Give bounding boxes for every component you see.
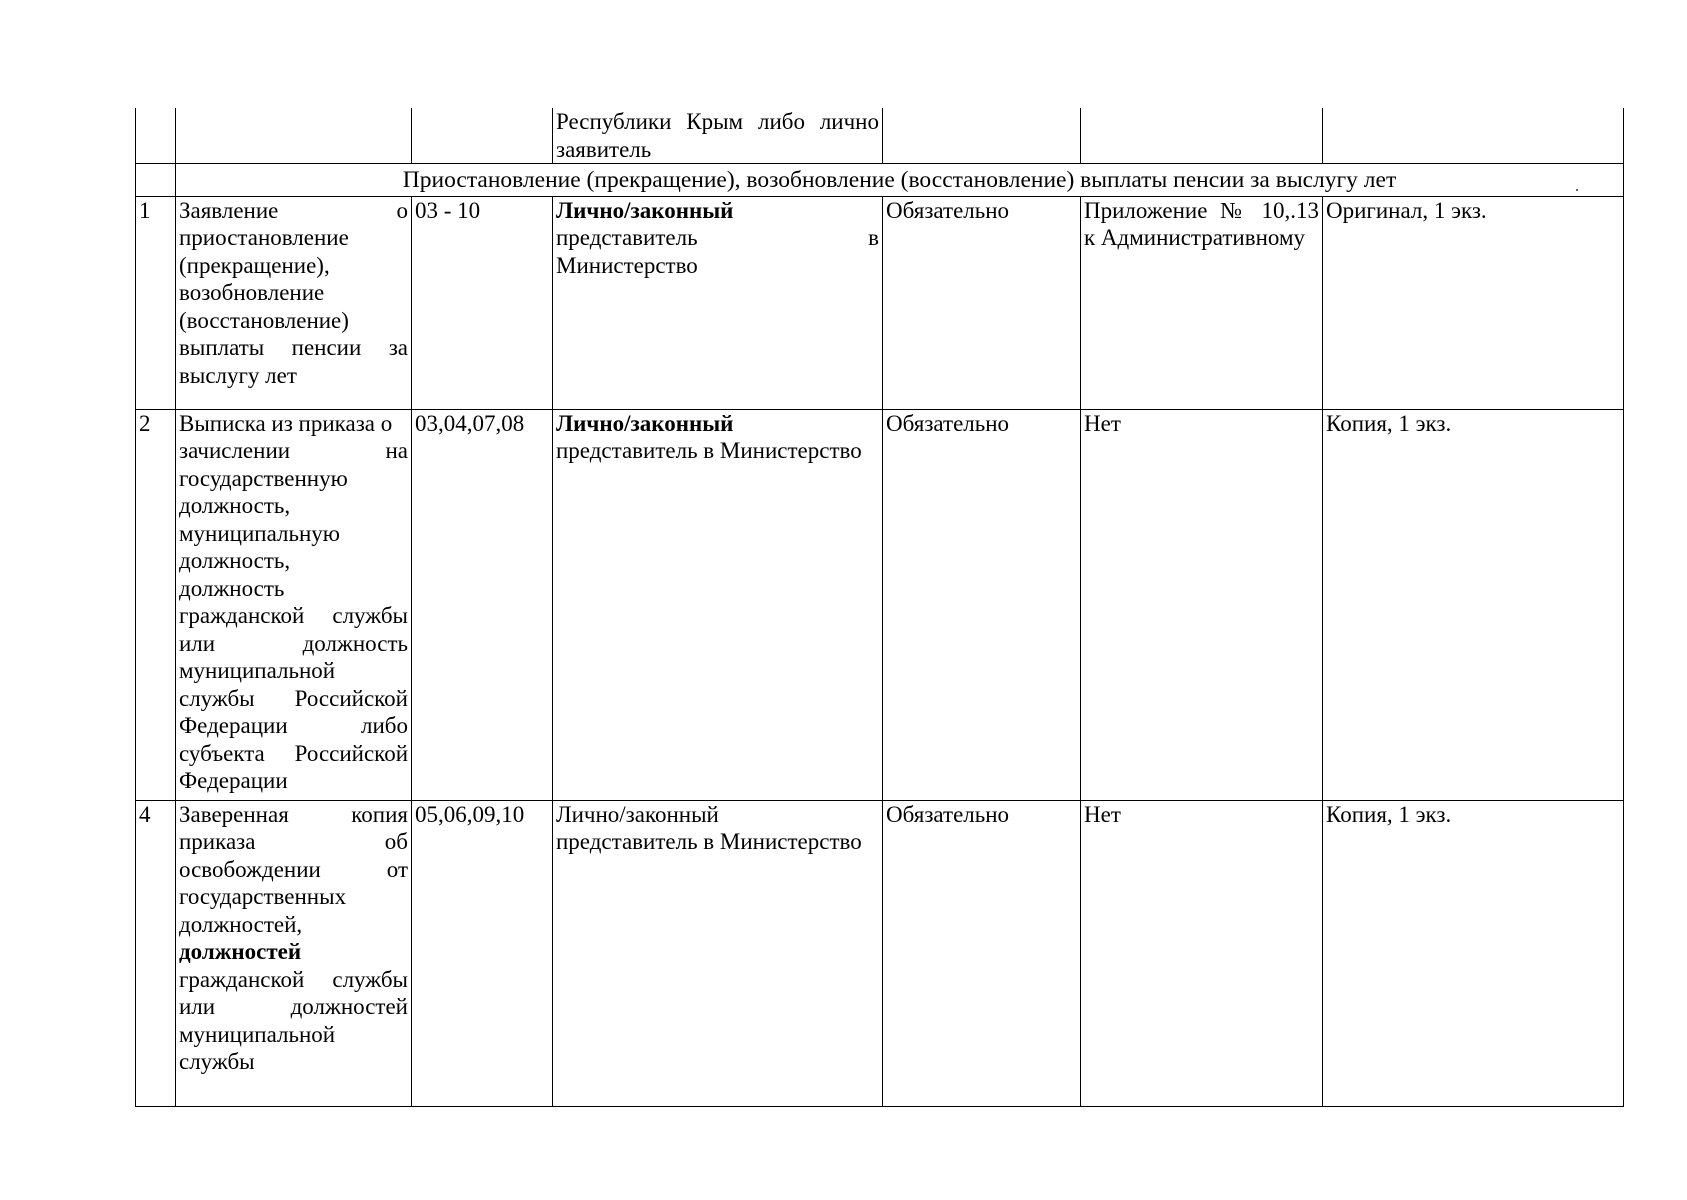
submission-method-line: Лично/законный: [556, 801, 719, 827]
submission-method-line: Лично/законный: [556, 197, 734, 223]
form-line: Приложение № 10,.13: [1084, 197, 1319, 223]
section-title: Приостановление (прекращение), возобновление (восстановление) выплаты пенсии за выслугу лет: [176, 164, 1624, 197]
document-name-line: государственную: [179, 465, 348, 491]
continuation-copies-cell: [1323, 108, 1624, 164]
required-cell: Обязательно: [883, 196, 1081, 409]
section-num-cell: [136, 164, 176, 197]
submission-method-line: представитель в: [556, 225, 879, 250]
submission-method-line: Лично/законный: [556, 410, 734, 436]
scan-speck: [1576, 189, 1578, 191]
document-name-line: должность,: [179, 493, 291, 518]
continuation-codes-cell: [412, 108, 553, 164]
document-name-line: выслугу лет: [179, 362, 297, 388]
document-name-line: Федерации: [179, 768, 288, 793]
document-name-line: Федерации либо: [179, 713, 408, 738]
continuation-row: [136, 108, 1624, 164]
document-name-line: должностей,: [179, 911, 303, 937]
document-name-line: муниципальную: [179, 520, 340, 546]
row-number: 4: [136, 800, 176, 1106]
continuation-method-cell: [553, 108, 883, 164]
document-name-line: или должностей: [179, 994, 408, 1019]
codes-cell: 03,04,07,08: [412, 409, 553, 800]
form-cell: [1081, 409, 1323, 800]
section-row: [136, 164, 1624, 197]
submission-method-line: Министерство: [556, 252, 698, 278]
document-name-line: гражданской службы: [179, 603, 408, 628]
document-name-line: муниципальной: [179, 1021, 336, 1047]
submission-method-cell: [553, 196, 883, 409]
continuation-method-line: заявитель: [556, 136, 652, 162]
document-name-line: приказа об: [179, 829, 408, 854]
submission-method-line: представитель в Министерство: [556, 829, 862, 854]
document-name-line: службы: [179, 1049, 255, 1074]
document-name-line: приостановление: [179, 225, 349, 250]
document-name-line: должность: [179, 575, 285, 601]
continuation-form-cell: [1081, 108, 1323, 164]
table-row: [136, 196, 1624, 409]
document-name-line: выплаты пенсии за: [179, 335, 408, 360]
table-row: [136, 409, 1624, 800]
document-name-line: муниципальной: [179, 658, 336, 683]
continuation-doc-cell: [176, 108, 412, 164]
submission-method-line: представитель в Министерство: [556, 438, 862, 463]
codes-cell: 03 - 10: [412, 196, 553, 409]
document-name-line: (прекращение),: [179, 252, 330, 278]
continuation-method-line: Республики Крым либо лично: [556, 109, 879, 134]
required-cell: Обязательно: [883, 800, 1081, 1106]
document-name-line: (восстановление): [179, 307, 349, 333]
form-line: Нет: [1084, 410, 1121, 436]
document-name-cell: [176, 800, 412, 1106]
document-name-line: Заявление о: [179, 197, 408, 223]
document-name-line: должность,: [179, 548, 291, 573]
submission-method-cell: [553, 409, 883, 800]
document-name-line: гражданской службы: [179, 966, 408, 992]
document-name-line: зачислении на: [179, 438, 408, 463]
form-line: к Административному: [1084, 225, 1306, 250]
form-line: Нет: [1084, 801, 1121, 827]
document-name-line: Заверенная копия: [179, 801, 408, 827]
document-name-line: службы Российской: [179, 685, 408, 711]
submission-method-cell: [553, 800, 883, 1106]
form-cell: [1081, 800, 1323, 1106]
required-cell: Обязательно: [883, 409, 1081, 800]
copies-cell: Копия, 1 экз.: [1323, 800, 1624, 1106]
form-cell: [1081, 196, 1323, 409]
document-name-cell: [176, 196, 412, 409]
document-name-line: должностей: [179, 939, 302, 964]
documents-table: [135, 108, 1624, 1107]
document-name-line: возобновление: [179, 280, 325, 305]
row-number: 2: [136, 409, 176, 800]
copies-cell: Копия, 1 экз.: [1323, 409, 1624, 800]
document-name-line: освобождении от: [179, 856, 408, 882]
document-name-line: государственных: [179, 884, 347, 909]
row-number: 1: [136, 196, 176, 409]
table-row: [136, 800, 1624, 1106]
document-name-line: субъекта Российской: [179, 740, 408, 766]
document-name-line: или должность: [179, 630, 408, 656]
continuation-required-cell: [883, 108, 1081, 164]
copies-cell: Оригинал, 1 экз.: [1323, 196, 1624, 409]
document-name-cell: [176, 409, 412, 800]
continuation-num-cell: [136, 108, 176, 164]
codes-cell: 05,06,09,10: [412, 800, 553, 1106]
document-name-line: Выписка из приказа о: [179, 410, 393, 436]
